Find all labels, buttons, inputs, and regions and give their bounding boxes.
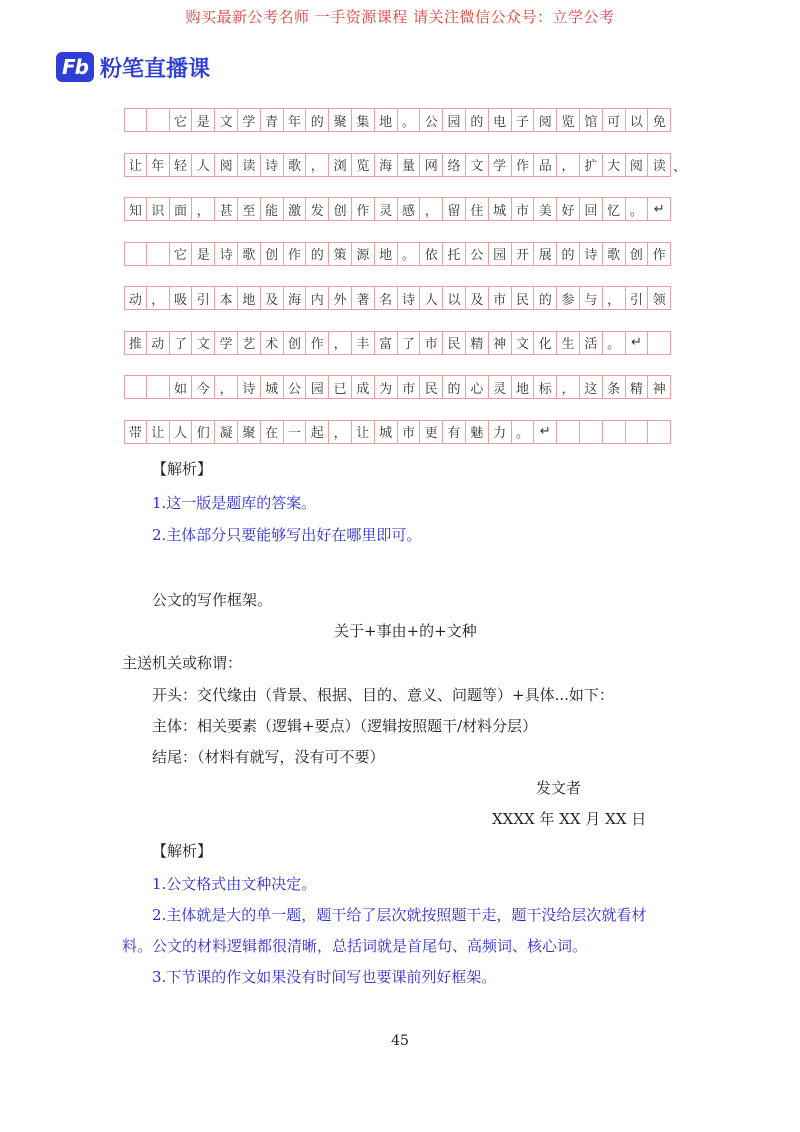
grid-row (124, 286, 671, 310)
grid-cell: 人 (170, 420, 193, 444)
grid-cell: 海 (284, 286, 307, 310)
grid-cell: 起 (306, 420, 329, 444)
grid-cell: 的 (557, 242, 580, 266)
grid-cell: 的 (534, 286, 557, 310)
analysis2-item-3: 3.下节课的作文如果没有时间写也要课前列好框架。 (152, 968, 497, 986)
grid-cell (648, 331, 671, 355)
grid-cell: 力 (489, 420, 512, 444)
analysis2-item-2-line1: 2.主体就是大的单一题，题干给了层次就按照题干走，题干没给层次就看材 (152, 906, 647, 924)
grid-cell: 面 (170, 197, 193, 221)
grid-cell: 生 (557, 331, 580, 355)
grid-cell: 感 (398, 197, 421, 221)
grid-row (124, 197, 671, 221)
analysis-item-2: 2.主体部分只要能够写出好在哪里即可。 (152, 526, 422, 544)
logo-mark: Fb (56, 52, 94, 82)
grid-cell: 今 (192, 375, 215, 399)
analysis2-item-2-line2: 料。公文的材料逻辑都很清晰，总括词就是首尾句、高频词、核心词。 (122, 937, 588, 955)
grid-cell: 创 (626, 242, 649, 266)
grid-cell: 人 (420, 286, 443, 310)
grid-cell: 。 (398, 108, 421, 132)
grid-cell: 阅 (215, 153, 238, 177)
grid-cell: 的 (443, 375, 466, 399)
framework-ending: 结尾：（材料有就写，没有可不要） (152, 748, 385, 766)
grid-cell: 作 (352, 197, 375, 221)
grid-cell: 依 (420, 242, 443, 266)
grid-cell: 的 (466, 108, 489, 132)
grid-cell: 园 (489, 242, 512, 266)
grid-cell: 它 (170, 108, 193, 132)
grid-cell: 化 (534, 331, 557, 355)
grid-cell: 民 (512, 286, 535, 310)
grid-cell: 为 (375, 375, 398, 399)
grid-cell: 览 (352, 153, 375, 177)
grid-cell: ， (557, 375, 580, 399)
grid-cell: ↵ (648, 197, 671, 221)
grid-cell: 让 (352, 420, 375, 444)
analysis-heading: 【解析】 (152, 460, 213, 478)
grid-cell: 精 (626, 375, 649, 399)
grid-cell: 扩 (580, 153, 603, 177)
grid-cell: 城 (261, 375, 284, 399)
grid-cell: 及 (261, 286, 284, 310)
grid-cell: ， (306, 153, 329, 177)
grid-cell: 民 (443, 331, 466, 355)
grid-cell: 更 (420, 420, 443, 444)
grid-cell: 与 (580, 286, 603, 310)
grid-cell: 学 (489, 153, 512, 177)
grid-cell: 公 (466, 242, 489, 266)
grid-cell: ， (603, 286, 626, 310)
grid-cell (124, 375, 147, 399)
grid-cell: 城 (375, 420, 398, 444)
grid-cell: 读 (238, 153, 261, 177)
brand-logo (56, 50, 210, 84)
grid-cell: 领 (648, 286, 671, 310)
grid-cell: 开 (512, 242, 535, 266)
grid-cell: 海 (375, 153, 398, 177)
grid-cell: 了 (398, 331, 421, 355)
grid-cell: 本 (215, 286, 238, 310)
grid-cell: 免 (648, 108, 671, 132)
grid-cell: 是 (192, 108, 215, 132)
grid-cell (147, 108, 170, 132)
logo-text: 粉笔直播课 (100, 56, 211, 82)
grid-cell: 好 (557, 197, 580, 221)
grid-cell: 子 (512, 108, 535, 132)
grid-cell: 展 (534, 242, 557, 266)
grid-cell: 学 (238, 108, 261, 132)
grid-cell: 推 (124, 331, 147, 355)
grid-cell: 。 (603, 331, 626, 355)
grid-cell: 富 (375, 331, 398, 355)
grid-cell: 是 (192, 242, 215, 266)
grid-cell: 市 (398, 375, 421, 399)
grid-cell: ， (557, 153, 580, 177)
grid-cell: 诗 (398, 286, 421, 310)
grid-cell: 文 (466, 153, 489, 177)
grid-cell (124, 108, 147, 132)
grid-cell: ， (329, 331, 352, 355)
grid-cell: 标 (534, 375, 557, 399)
grid-cell: 带 (124, 420, 147, 444)
grid-cell: 络 (443, 153, 466, 177)
grid-cell: 电 (489, 108, 512, 132)
grid-cell: 名 (375, 286, 398, 310)
grid-cell: ， (420, 197, 443, 221)
grid-cell: 策 (329, 242, 352, 266)
grid-row (124, 420, 671, 444)
grid-cell: 地 (238, 286, 261, 310)
grid-cell: 读 (648, 153, 671, 177)
grid-cell (147, 375, 170, 399)
grid-cell: 文 (215, 108, 238, 132)
grid-cell: 市 (420, 331, 443, 355)
grid-cell: 轻 (170, 153, 193, 177)
grid-cell: 可 (603, 108, 626, 132)
grid-cell: 浏 (329, 153, 352, 177)
grid-cell: ↵ (626, 331, 649, 355)
grid-cell: 条 (603, 375, 626, 399)
grid-cell: 参 (557, 286, 580, 310)
grid-cell: 诗 (261, 153, 284, 177)
framework-date: XXXX 年 XX 月 XX 日 (492, 810, 647, 828)
grid-cell: 心 (466, 375, 489, 399)
grid-cell: 成 (352, 375, 375, 399)
grid-cell: 丰 (352, 331, 375, 355)
grid-cell: 创 (261, 242, 284, 266)
grid-cell: 源 (352, 242, 375, 266)
grid-cell: ， (215, 375, 238, 399)
grid-cell: 神 (489, 331, 512, 355)
grid-cell: 回 (580, 197, 603, 221)
grid-cell: 及 (466, 286, 489, 310)
grid-cell: 了 (170, 331, 193, 355)
analysis-item-1: 1.这一版是题库的答案。 (152, 494, 317, 512)
grid-cell: 量 (398, 153, 421, 177)
grid-cell: 诗 (580, 242, 603, 266)
grid-cell: 。 (512, 420, 535, 444)
grid-cell: 的 (306, 242, 329, 266)
grid-cell: 歌 (238, 242, 261, 266)
grid-cell: 市 (398, 420, 421, 444)
grid-cell: 歌 (603, 242, 626, 266)
grid-cell: 地 (512, 375, 535, 399)
grid-cell: 诗 (238, 375, 261, 399)
grid-cell: 集 (352, 108, 375, 132)
grid-cell: ， (147, 286, 170, 310)
grid-overflow-char: 、 (673, 159, 687, 175)
grid-cell: 品 (534, 153, 557, 177)
grid-cell: 大 (603, 153, 626, 177)
grid-cell: 外 (329, 286, 352, 310)
grid-cell: 诗 (215, 242, 238, 266)
grid-cell (626, 420, 649, 444)
grid-cell: 人 (192, 153, 215, 177)
grid-cell: 作 (284, 242, 307, 266)
grid-cell: 已 (329, 375, 352, 399)
grid-cell: 民 (420, 375, 443, 399)
grid-cell: 歌 (284, 153, 307, 177)
framework-opening: 开头：交代缘由（背景、根据、目的、意义、问题等）+具体...如下： (152, 686, 614, 704)
grid-cell: 园 (306, 375, 329, 399)
grid-cell: 们 (192, 420, 215, 444)
grid-cell: 至 (238, 197, 261, 221)
grid-cell (147, 242, 170, 266)
grid-cell: 动 (147, 331, 170, 355)
grid-cell: 网 (420, 153, 443, 177)
grid-cell: 的 (306, 108, 329, 132)
grid-cell: 公 (284, 375, 307, 399)
grid-cell: 公 (420, 108, 443, 132)
grid-cell (603, 420, 626, 444)
grid-cell: 魅 (466, 420, 489, 444)
grid-cell: 有 (443, 420, 466, 444)
grid-cell: 阅 (534, 108, 557, 132)
grid-cell: 激 (284, 197, 307, 221)
grid-cell: 术 (261, 331, 284, 355)
framework-issuer: 发文者 (536, 779, 582, 797)
grid-cell: 引 (626, 286, 649, 310)
framework-title: 关于+事由+的+文种 (334, 622, 477, 640)
grid-cell: 甚 (215, 197, 238, 221)
grid-cell: 引 (192, 286, 215, 310)
grid-cell: 在 (261, 420, 284, 444)
grid-cell: 市 (489, 286, 512, 310)
grid-cell: 让 (147, 420, 170, 444)
grid-row (124, 331, 671, 355)
grid-cell: 创 (284, 331, 307, 355)
grid-cell: 馆 (580, 108, 603, 132)
grid-cell: 年 (284, 108, 307, 132)
grid-cell: 留 (443, 197, 466, 221)
grid-cell: 动 (124, 286, 147, 310)
framework-intro: 公文的写作框架。 (152, 591, 273, 609)
grid-cell: 聚 (238, 420, 261, 444)
grid-cell: 识 (147, 197, 170, 221)
grid-cell: 托 (443, 242, 466, 266)
grid-row (124, 153, 671, 177)
grid-cell: 美 (534, 197, 557, 221)
grid-cell: 以 (443, 286, 466, 310)
grid-cell: 内 (306, 286, 329, 310)
grid-cell: ， (329, 420, 352, 444)
grid-cell: 灵 (489, 375, 512, 399)
grid-cell: 一 (284, 420, 307, 444)
grid-cell: 作 (306, 331, 329, 355)
analysis2-heading: 【解析】 (152, 842, 213, 860)
framework-body: 主体：相关要素（逻辑+要点）（逻辑按照题干/材料分层） (152, 717, 538, 735)
grid-cell: 作 (512, 153, 535, 177)
grid-cell: 文 (512, 331, 535, 355)
grid-cell: 地 (375, 108, 398, 132)
framework-recipient: 主送机关或称谓： (122, 654, 243, 672)
grid-cell: 园 (443, 108, 466, 132)
grid-cell: 作 (648, 242, 671, 266)
top-banner: 购买最新公考名师 一手资源课程 请关注微信公众号：立学公考 (185, 8, 615, 26)
grid-cell: 阅 (626, 153, 649, 177)
grid-row (124, 242, 671, 266)
grid-cell: 以 (626, 108, 649, 132)
grid-cell: 让 (124, 153, 147, 177)
page-number: 45 (391, 1033, 409, 1049)
grid-cell: 年 (147, 153, 170, 177)
grid-cell: 创 (329, 197, 352, 221)
writing-grid (124, 100, 687, 448)
grid-cell: 住 (466, 197, 489, 221)
grid-cell: 。 (626, 197, 649, 221)
grid-cell: 这 (580, 375, 603, 399)
grid-cell: 它 (170, 242, 193, 266)
grid-cell: 神 (648, 375, 671, 399)
grid-cell: 市 (512, 197, 535, 221)
grid-cell: 艺 (238, 331, 261, 355)
grid-cell: 学 (215, 331, 238, 355)
grid-cell: 聚 (329, 108, 352, 132)
grid-cell: 灵 (375, 197, 398, 221)
grid-cell: 地 (375, 242, 398, 266)
grid-row (124, 108, 671, 132)
grid-cell (580, 420, 603, 444)
grid-cell: 青 (261, 108, 284, 132)
grid-cell: 城 (489, 197, 512, 221)
grid-cell: 。 (398, 242, 421, 266)
grid-cell: 发 (306, 197, 329, 221)
grid-cell: 忆 (603, 197, 626, 221)
grid-cell: 览 (557, 108, 580, 132)
analysis2-item-1: 1.公文格式由文种决定。 (152, 875, 317, 893)
grid-cell: 吸 (170, 286, 193, 310)
grid-cell (557, 420, 580, 444)
grid-cell (124, 242, 147, 266)
grid-cell (648, 420, 671, 444)
grid-cell: ↵ (534, 420, 557, 444)
grid-cell: 活 (580, 331, 603, 355)
grid-cell: 精 (466, 331, 489, 355)
grid-cell: ， (192, 197, 215, 221)
grid-cell: 如 (170, 375, 193, 399)
grid-cell: 凝 (215, 420, 238, 444)
grid-cell: 文 (192, 331, 215, 355)
grid-cell: 知 (124, 197, 147, 221)
grid-row (124, 375, 671, 399)
grid-cell: 著 (352, 286, 375, 310)
grid-cell: 能 (261, 197, 284, 221)
